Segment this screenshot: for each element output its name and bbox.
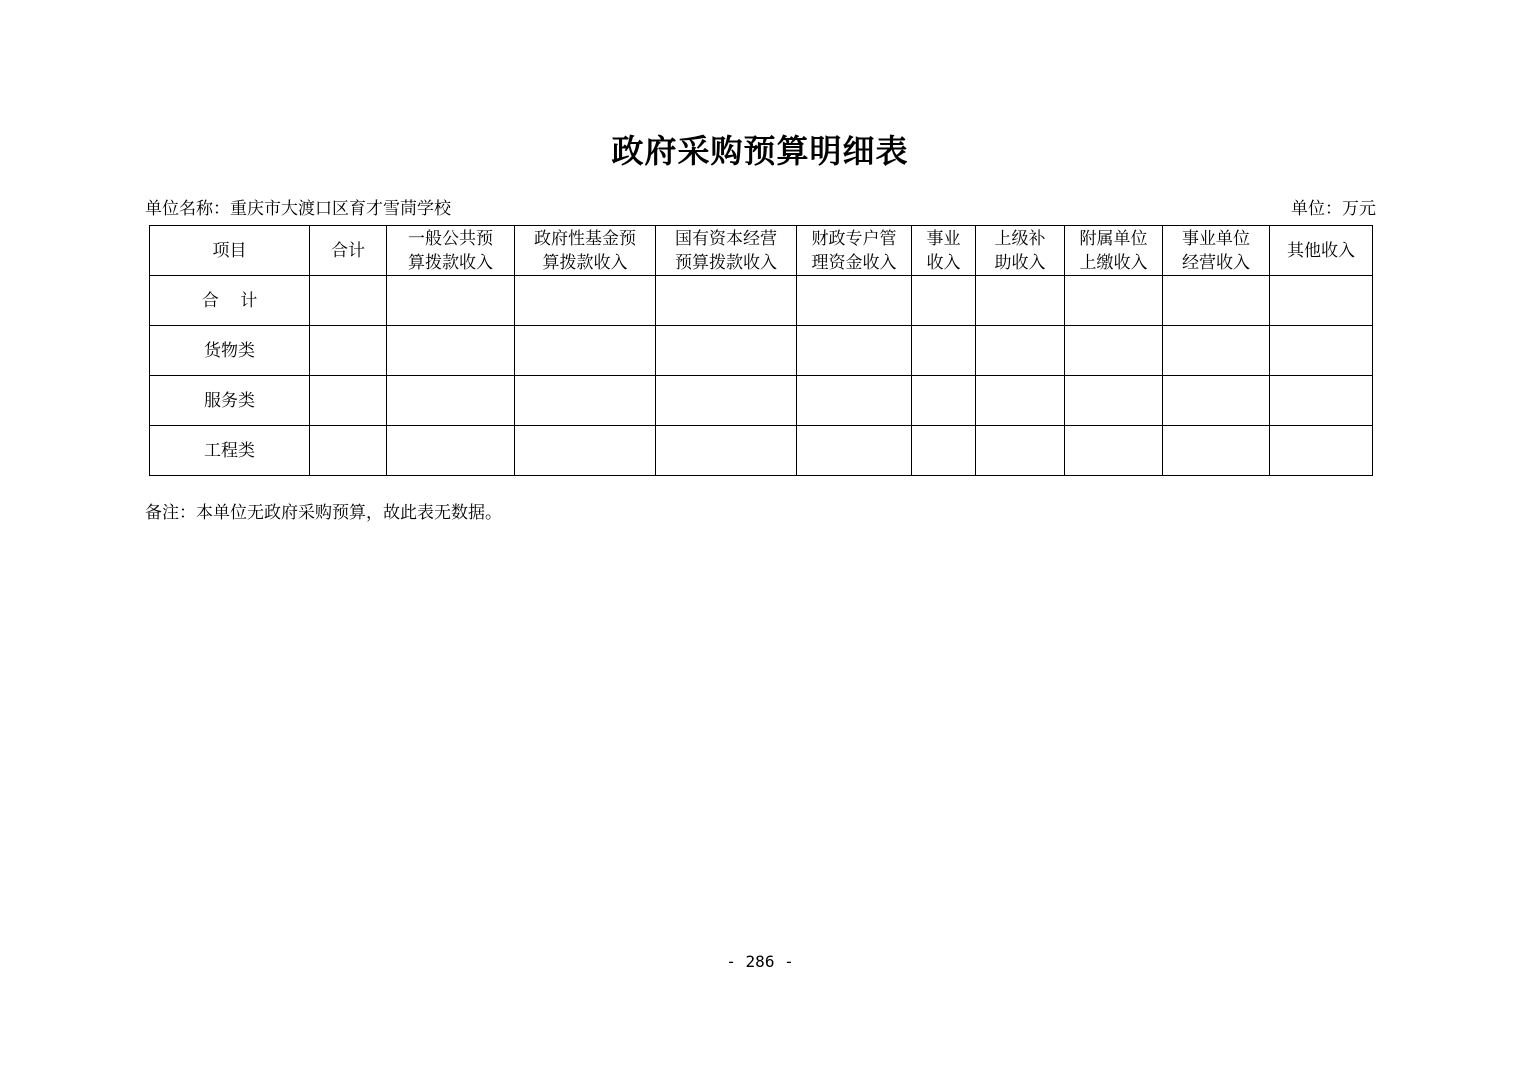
- table-cell: [797, 376, 912, 426]
- table-cell: [387, 276, 515, 326]
- document-meta-row: [145, 196, 1376, 222]
- table-row-total: [150, 276, 1373, 326]
- table-cell: [1065, 426, 1163, 476]
- table-cell: [387, 326, 515, 376]
- table-cell: [976, 376, 1065, 426]
- table-cell: [1270, 376, 1373, 426]
- table-cell: [1065, 276, 1163, 326]
- column-header-state-capital: 国有资本经营 预算拨款收入: [656, 226, 797, 276]
- table-cell: [1163, 326, 1270, 376]
- table-cell: [1163, 426, 1270, 476]
- table-cell: [387, 426, 515, 476]
- column-header-other-income: 其他收入: [1270, 226, 1373, 276]
- column-header-total: 合计: [310, 226, 387, 276]
- currency-unit-label: 单位：万元: [1291, 199, 1376, 219]
- table-cell: [797, 276, 912, 326]
- table-cell: [1270, 276, 1373, 326]
- table-cell: [387, 376, 515, 426]
- table-cell: [515, 276, 656, 326]
- table-cell: [656, 276, 797, 326]
- table-cell: [656, 326, 797, 376]
- table-cell: [1065, 326, 1163, 376]
- row-label: 货物类: [150, 326, 310, 376]
- table-row-goods: [150, 326, 1373, 376]
- table-cell: [1065, 376, 1163, 426]
- table-cell: [797, 426, 912, 476]
- table-cell: [976, 426, 1065, 476]
- page-title: 政府采购预算明细表: [611, 132, 909, 170]
- row-label: 合 计: [150, 276, 310, 326]
- table-cell: [1163, 376, 1270, 426]
- table-cell: [310, 426, 387, 476]
- page-number: - 286 -: [726, 952, 794, 971]
- column-header-superior-subsidy: 上级补 助收入: [976, 226, 1065, 276]
- column-header-general-budget: 一般公共预 算拨款收入: [387, 226, 515, 276]
- table-cell: [797, 326, 912, 376]
- row-label: 服务类: [150, 376, 310, 426]
- column-header-business-income: 事业 收入: [912, 226, 976, 276]
- table-cell: [912, 276, 976, 326]
- column-header-fiscal-special-account: 财政专户管 理资金收入: [797, 226, 912, 276]
- column-header-government-fund: 政府性基金预 算拨款收入: [515, 226, 656, 276]
- table-cell: [515, 376, 656, 426]
- table-cell: [912, 426, 976, 476]
- table-cell: [976, 326, 1065, 376]
- unit-name: 单位名称：重庆市大渡口区育才雪茼学校: [145, 199, 451, 219]
- table-row-services: [150, 376, 1373, 426]
- table-cell: [310, 326, 387, 376]
- table-header-row: [150, 226, 1373, 276]
- table-cell: [1270, 326, 1373, 376]
- table-cell: [656, 426, 797, 476]
- table-cell: [912, 326, 976, 376]
- table-cell: [1163, 276, 1270, 326]
- column-header-operating-income: 事业单位 经营收入: [1163, 226, 1270, 276]
- table-cell: [310, 276, 387, 326]
- table-cell: [976, 276, 1065, 326]
- table-row-engineering: [150, 426, 1373, 476]
- column-header-item: 项目: [150, 226, 310, 276]
- row-label: 工程类: [150, 426, 310, 476]
- column-header-subordinate-remittance: 附属单位 上缴收入: [1065, 226, 1163, 276]
- table-cell: [656, 376, 797, 426]
- table-cell: [912, 376, 976, 426]
- procurement-budget-table: [149, 225, 1373, 476]
- table-cell: [515, 426, 656, 476]
- table-cell: [1270, 426, 1373, 476]
- table-cell: [515, 326, 656, 376]
- table-cell: [310, 376, 387, 426]
- table-footnote: 备注：本单位无政府采购预算，故此表无数据。: [145, 503, 502, 523]
